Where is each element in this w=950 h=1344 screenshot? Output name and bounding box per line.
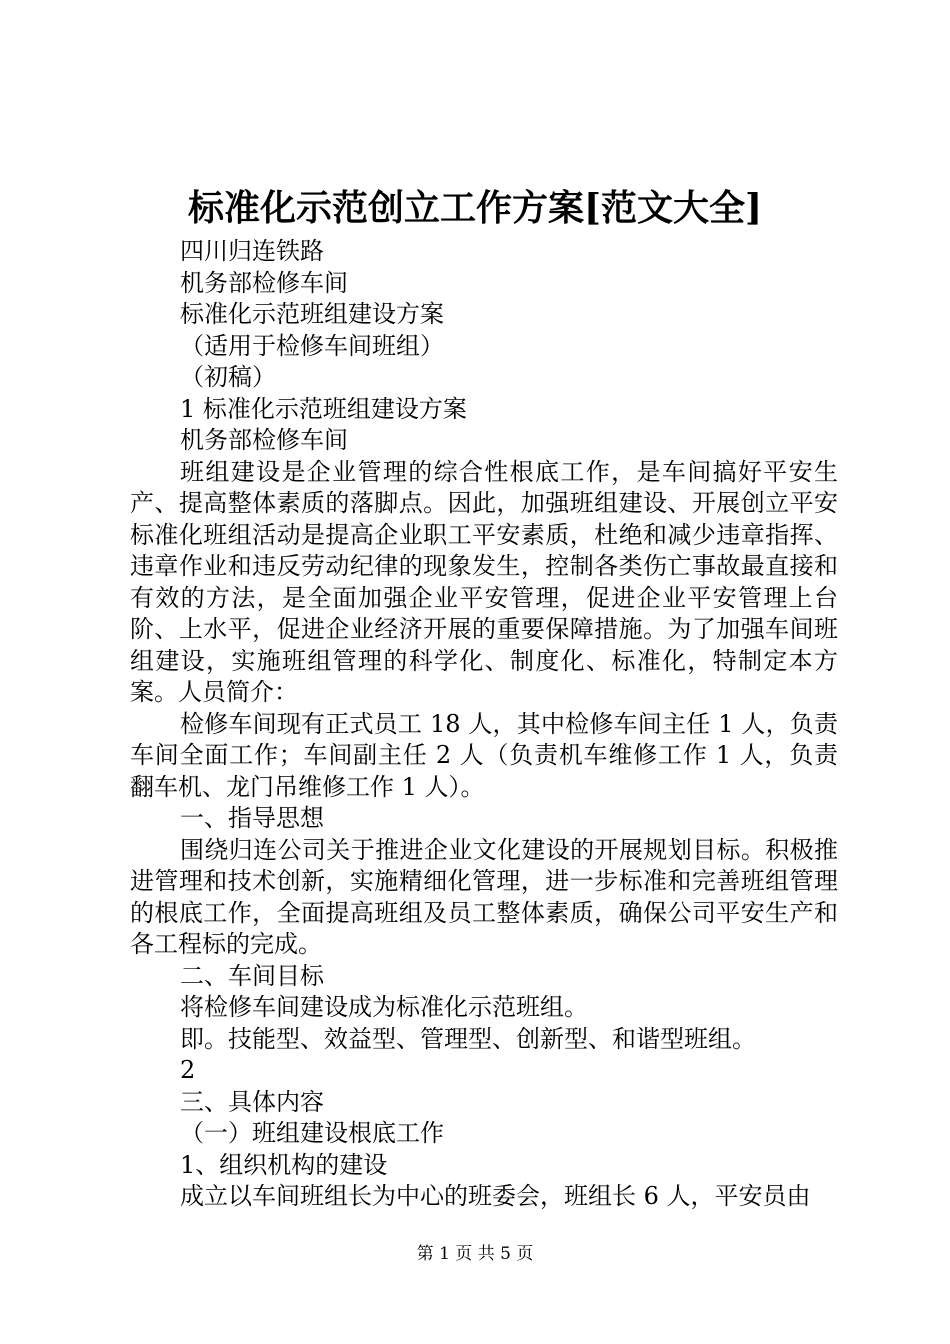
- section2-line2: 即。技能型、效益型、管理型、创新型、和谐型班组。: [180, 1024, 756, 1053]
- header-line-company: 四川归连铁路: [180, 237, 324, 265]
- page-marker: 2: [180, 1056, 196, 1084]
- section3-heading: 三、具体内容: [180, 1087, 324, 1116]
- page-footer: 第 1 页 共 5 页: [416, 1244, 534, 1264]
- section1-body: 围绕归连公司关于推进企业文化建设的开展规划目标。积极推进管理和技术创新，实施精细化管理，进一步标准和完善班组管理的根底工作，全面提高班组及员工整体素质，确保公司平安生产和各工程标的完成。: [130, 835, 838, 958]
- staff-paragraph: 检修车间现有正式员工 18 人，其中检修车间主任 1 人，负责车间全面工作；车间副主任 2 人（负责机车维修工作 1 人，负责翻车机、龙门吊维修工作 1 人）。: [130, 709, 838, 801]
- section3-item1: 1、组织机构的建设: [180, 1150, 388, 1179]
- section2-line1: 将检修车间建设成为标准化示范班组。: [180, 993, 588, 1021]
- header-line-department-repeat: 机务部检修车间: [180, 426, 348, 454]
- header-line-department: 机务部检修车间: [180, 268, 348, 297]
- header-line-section-title: 1 标准化示范班组建设方案: [180, 394, 467, 423]
- document-title: 标准化示范创立工作方案[范文大全]: [187, 187, 763, 229]
- section3-subheading: （一）班组建设根底工作: [180, 1119, 444, 1147]
- section3-body: 成立以车间班组长为中心的班委会，班组长 6 人，平安员由: [180, 1182, 811, 1210]
- section2-heading: 二、车间目标: [180, 961, 324, 990]
- section1-heading: 一、指导思想: [180, 804, 324, 832]
- header-line-scope: （适用于检修车间班组）: [180, 331, 444, 360]
- header-line-draft: （初稿）: [180, 363, 276, 391]
- intro-paragraph: 班组建设是企业管理的综合性根底工作，是车间搞好平安生产、提高整体素质的落脚点。因此，加强班组建设、开展创立平安标准化班组活动是提高企业职工平安素质，杜绝和减少违章指挥、违章作业和违反劳动纪律的现象发生，控制各类伤亡事故最直接和有效的方法，是全面加强企业平安管理，促进企业平安管理上台阶、上水平，促进企业经济开展的重要保障措施。为了加强车间班组建设，实施班组管理的科学化、制度化、标准化，特制定本方案。人员简介：: [130, 457, 838, 706]
- document-body: [130, 236, 838, 1213]
- header-line-plan-title: 标准化示范班组建设方案: [180, 300, 444, 328]
